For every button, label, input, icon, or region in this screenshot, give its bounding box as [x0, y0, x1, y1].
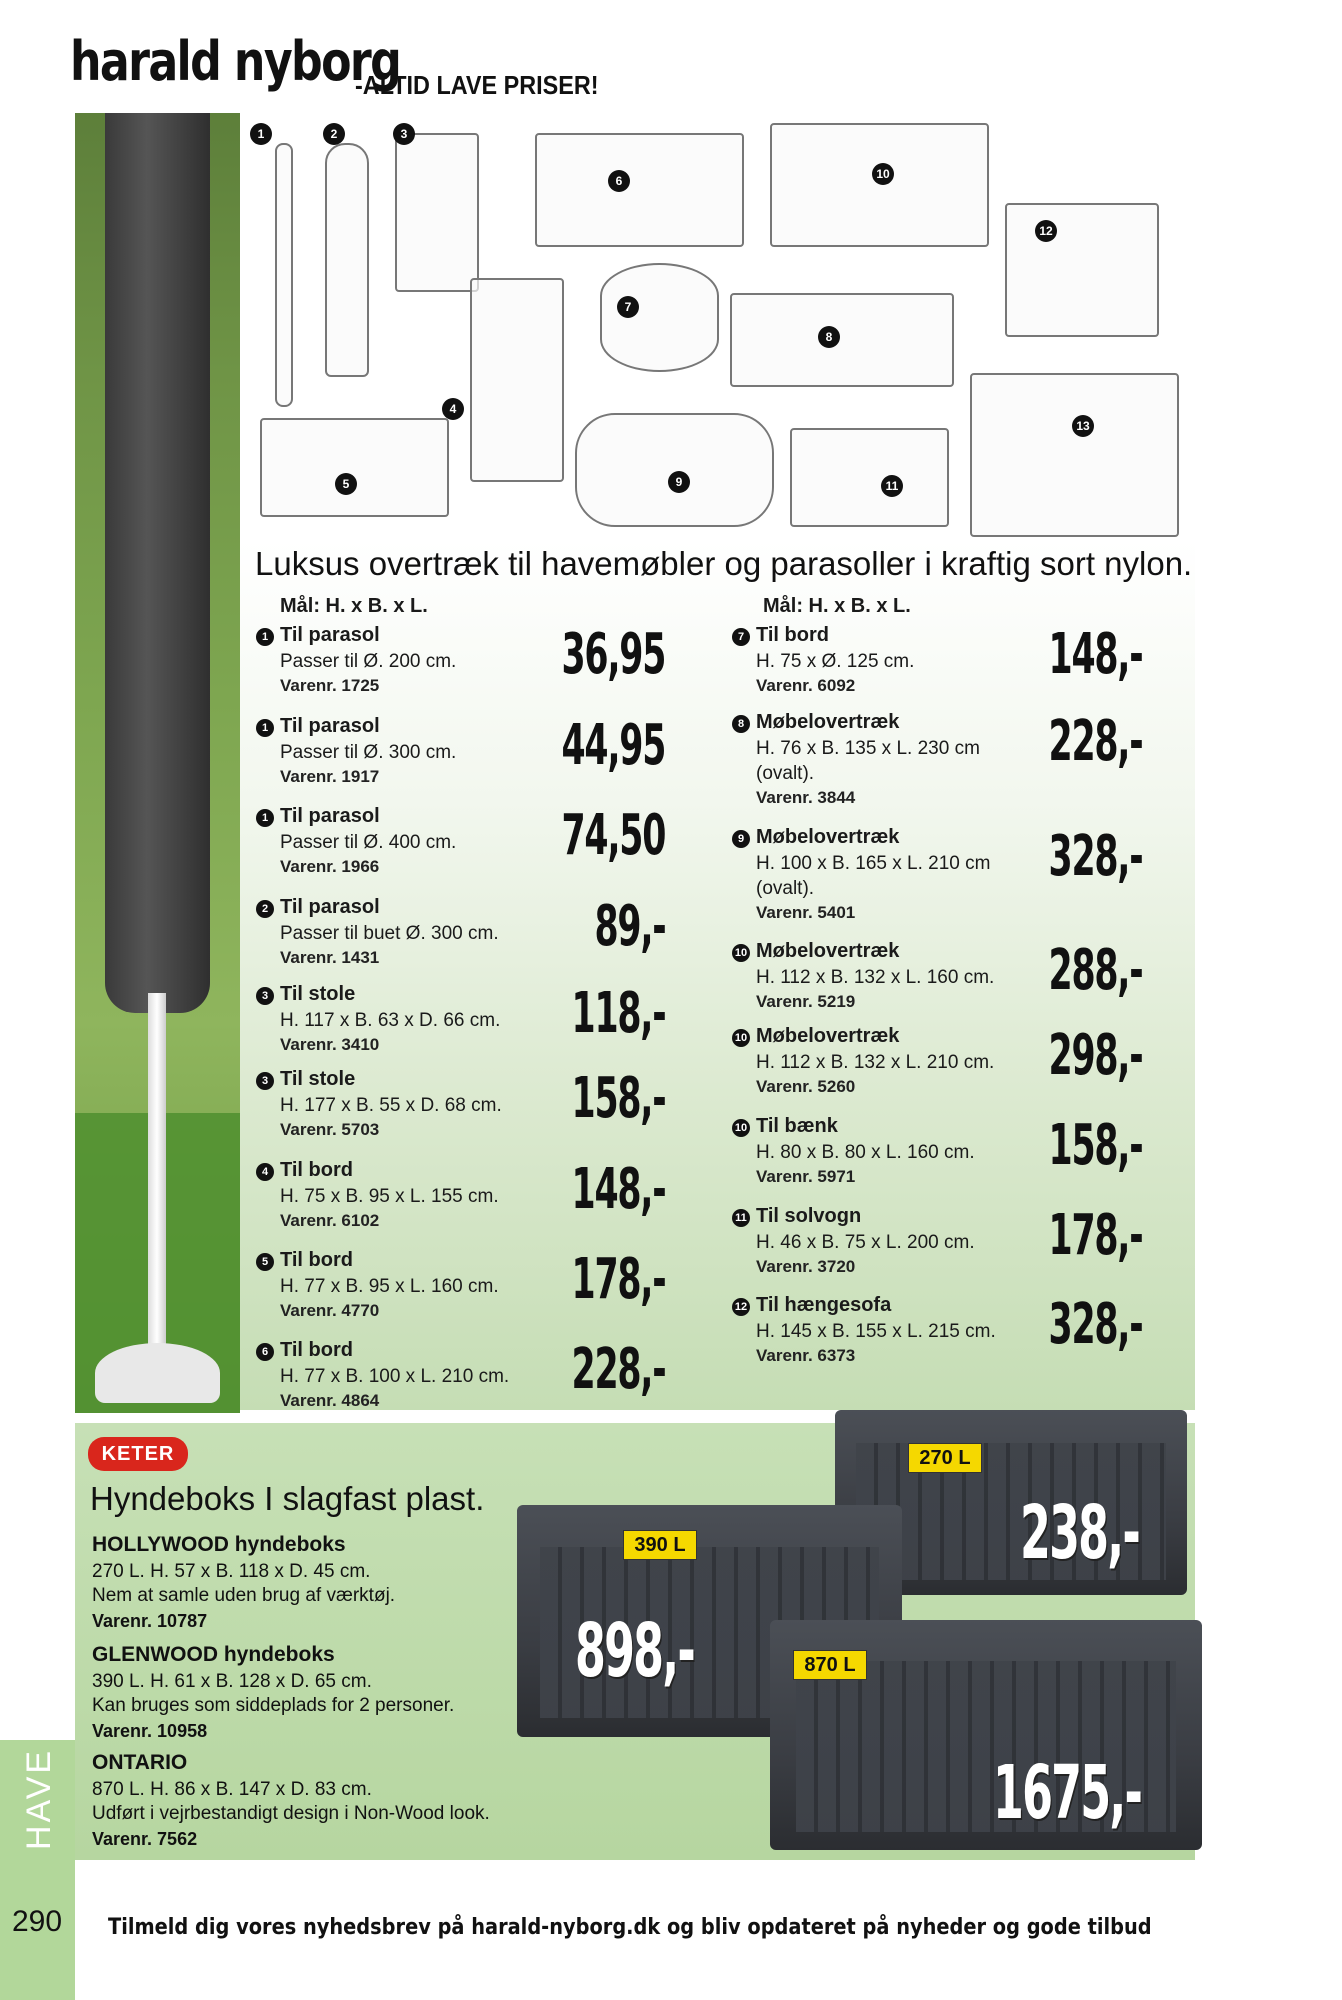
item-varenr: Varenr. 1966 — [280, 857, 380, 876]
product-name: GLENWOOD hyndeboks — [92, 1643, 335, 1666]
item-title: Møbelovertræk — [756, 711, 900, 733]
item-varenr: Varenr. 5703 — [280, 1120, 380, 1139]
item-varenr: Varenr. 1431 — [280, 948, 380, 967]
item-dimensions: Passer til buet Ø. 300 cm. — [280, 923, 499, 944]
item-title: Møbelovertræk — [756, 1025, 900, 1047]
item-dimensions: H. 76 x B. 135 x L. 230 cm — [756, 738, 980, 759]
item-varenr: Varenr. 5401 — [756, 903, 856, 922]
product-name: ONTARIO — [92, 1751, 188, 1774]
item-dimensions: H. 77 x B. 95 x L. 160 cm. — [280, 1276, 499, 1297]
sketch-number: 6 — [608, 170, 630, 192]
product-name: HOLLYWOOD hyndeboks — [92, 1533, 346, 1556]
page-number: 290 — [12, 1905, 63, 1938]
item-varenr: Varenr. 6102 — [280, 1211, 380, 1230]
sketch-number: 7 — [617, 296, 639, 318]
product-item — [256, 1249, 556, 1329]
item-dimensions: H. 100 x B. 165 x L. 210 cm — [756, 853, 991, 874]
item-price: 158,- — [571, 1066, 665, 1131]
item-dimensions: H. 75 x Ø. 125 cm. — [756, 651, 915, 672]
price-tag: 1675,- — [993, 1750, 1142, 1836]
item-number-badge: 10 — [732, 944, 750, 962]
item-title: Til stole — [280, 983, 356, 1005]
item-title: Til parasol — [280, 624, 380, 646]
item-varenr: Varenr. 6092 — [756, 676, 856, 695]
sketch-number: 5 — [335, 473, 357, 495]
sketch-number: 2 — [323, 123, 345, 145]
brand-logo: harald nyborg — [70, 30, 401, 93]
product-item — [256, 715, 556, 795]
product-item — [732, 1025, 1032, 1105]
product-item — [256, 983, 556, 1063]
item-price: 148,- — [1048, 622, 1142, 687]
item-title: Til bord — [756, 624, 829, 646]
keter-headline: Hyndeboks I slagfast plast. — [90, 1480, 485, 1517]
product-spec: 270 L. H. 57 x B. 118 x D. 45 cm. — [92, 1561, 371, 1582]
product-item — [732, 1205, 1032, 1285]
item-number-badge: 1 — [256, 628, 274, 646]
item-varenr: Varenr. 6373 — [756, 1346, 856, 1365]
product-item — [732, 1294, 1032, 1374]
item-varenr: Varenr. 4864 — [280, 1391, 380, 1410]
product-item — [732, 711, 1032, 807]
product-varenr: Varenr. 7562 — [92, 1829, 198, 1849]
item-number-badge: 11 — [732, 1209, 750, 1227]
sketch-number: 13 — [1072, 415, 1094, 437]
item-varenr: Varenr. 5219 — [756, 992, 856, 1011]
volume-tag: 270 L — [908, 1443, 982, 1473]
item-price: 178,- — [1048, 1203, 1142, 1268]
item-price: 288,- — [1048, 938, 1142, 1003]
dimension-legend-left: Mål: H. x B. x L. — [280, 595, 428, 617]
item-number-badge: 9 — [732, 830, 750, 848]
parasol-cover-photo — [75, 113, 240, 1413]
item-number-badge: 10 — [732, 1029, 750, 1047]
item-dimensions: H. 112 x B. 132 x L. 160 cm. — [756, 967, 995, 988]
price-tag: 238,- — [1020, 1490, 1139, 1576]
item-price: 74,50 — [561, 803, 665, 868]
item-number-badge: 3 — [256, 987, 274, 1005]
item-dimensions: H. 145 x B. 155 x L. 215 cm. — [756, 1321, 996, 1342]
item-price: 89,- — [594, 894, 665, 959]
item-number-badge: 6 — [256, 1343, 274, 1361]
keter-logo: KETER — [88, 1437, 188, 1471]
sketch-number: 12 — [1035, 220, 1057, 242]
item-price: 158,- — [1048, 1113, 1142, 1178]
sketch-number: 10 — [872, 163, 894, 185]
product-item — [732, 826, 1032, 922]
item-title: Til parasol — [280, 896, 380, 918]
item-title: Til solvogn — [756, 1205, 862, 1227]
product-spec: 390 L. H. 61 x B. 128 x D. 65 cm. — [92, 1671, 372, 1692]
item-dimensions: (ovalt). — [756, 878, 815, 899]
item-price: 228,- — [1048, 709, 1142, 774]
item-varenr: Varenr. 3720 — [756, 1257, 856, 1276]
item-varenr: Varenr. 5971 — [756, 1167, 856, 1186]
item-price: 328,- — [1048, 824, 1142, 889]
sketch-number: 1 — [250, 123, 272, 145]
item-title: Til bord — [280, 1339, 353, 1361]
item-price: 178,- — [571, 1247, 665, 1312]
item-number-badge: 12 — [732, 1298, 750, 1316]
sketch-number: 11 — [881, 475, 903, 497]
volume-tag: 870 L — [793, 1650, 867, 1680]
item-varenr: Varenr. 3844 — [756, 788, 856, 807]
item-dimensions: H. 80 x B. 80 x L. 160 cm. — [756, 1142, 975, 1163]
sketch-number: 9 — [668, 471, 690, 493]
item-dimensions: Passer til Ø. 400 cm. — [280, 832, 457, 853]
newsletter-footer: Tilmeld dig vores nyhedsbrev på harald-nyborg.dk og bliv opdateret på nyheder og gode tilbud — [108, 1915, 1152, 1940]
item-varenr: Varenr. 3410 — [280, 1035, 380, 1054]
item-varenr: Varenr. 4770 — [280, 1301, 380, 1320]
item-title: Møbelovertræk — [756, 826, 900, 848]
volume-tag: 390 L — [623, 1530, 697, 1560]
cover-sketches — [245, 113, 1195, 543]
item-title: Til parasol — [280, 715, 380, 737]
product-varenr: Varenr. 10787 — [92, 1611, 208, 1631]
item-dimensions: H. 77 x B. 100 x L. 210 cm. — [280, 1366, 510, 1387]
item-number-badge: 7 — [732, 628, 750, 646]
item-title: Til stole — [280, 1068, 356, 1090]
item-number-badge: 8 — [732, 715, 750, 733]
item-price: 148,- — [571, 1157, 665, 1222]
product-item — [732, 1115, 1032, 1195]
product-item — [256, 1159, 556, 1239]
item-number-badge: 1 — [256, 719, 274, 737]
item-price: 228,- — [571, 1337, 665, 1402]
item-number-badge: 10 — [732, 1119, 750, 1137]
product-item — [256, 1339, 556, 1419]
item-number-badge: 2 — [256, 900, 274, 918]
sketch-number: 3 — [393, 123, 415, 145]
item-number-badge: 4 — [256, 1163, 274, 1181]
sketch-number: 8 — [818, 326, 840, 348]
section-headline: Luksus overtræk til havemøbler og parasoller i kraftig sort nylon. — [255, 545, 1193, 582]
item-price: 36,95 — [561, 622, 665, 687]
item-varenr: Varenr. 5260 — [756, 1077, 856, 1096]
item-title: Til bænk — [756, 1115, 838, 1137]
item-varenr: Varenr. 1917 — [280, 767, 380, 786]
product-item — [256, 1068, 556, 1148]
product-item — [256, 896, 556, 976]
sketch-number: 4 — [442, 398, 464, 420]
item-price: 328,- — [1048, 1292, 1142, 1357]
item-title: Til bord — [280, 1159, 353, 1181]
item-dimensions: Passer til Ø. 200 cm. — [280, 651, 457, 672]
item-varenr: Varenr. 1725 — [280, 676, 380, 695]
item-dimensions: H. 75 x B. 95 x L. 155 cm. — [280, 1186, 499, 1207]
item-number-badge: 5 — [256, 1253, 274, 1271]
item-dimensions: H. 177 x B. 55 x D. 68 cm. — [280, 1095, 502, 1116]
item-number-badge: 1 — [256, 809, 274, 827]
product-item — [732, 940, 1032, 1020]
product-item — [732, 624, 1032, 704]
item-price: 44,95 — [561, 713, 665, 778]
product-note: Kan bruges som siddeplads for 2 personer. — [92, 1695, 455, 1716]
product-note: Udført i vejrbestandigt design i Non-Wood look. — [92, 1803, 490, 1824]
dimension-legend-right: Mål: H. x B. x L. — [763, 595, 911, 617]
product-note: Nem at samle uden brug af værktøj. — [92, 1585, 396, 1606]
tagline: -ALTID LAVE PRISER! — [355, 70, 599, 100]
product-item — [256, 624, 556, 704]
item-dimensions: H. 117 x B. 63 x D. 66 cm. — [280, 1010, 501, 1031]
item-price: 298,- — [1048, 1023, 1142, 1088]
item-title: Til parasol — [280, 805, 380, 827]
price-tag: 898,- — [575, 1608, 694, 1694]
product-spec: 870 L. H. 86 x B. 147 x D. 83 cm. — [92, 1779, 372, 1800]
item-title: Til bord — [280, 1249, 353, 1271]
item-price: 118,- — [571, 981, 665, 1046]
item-dimensions: (ovalt). — [756, 763, 815, 784]
product-item — [256, 805, 556, 885]
item-number-badge: 3 — [256, 1072, 274, 1090]
section-label: HAVE — [20, 1747, 58, 1850]
item-title: Til hængesofa — [756, 1294, 892, 1316]
product-varenr: Varenr. 10958 — [92, 1721, 208, 1741]
item-dimensions: H. 46 x B. 75 x L. 200 cm. — [756, 1232, 975, 1253]
item-dimensions: Passer til Ø. 300 cm. — [280, 742, 457, 763]
item-title: Møbelovertræk — [756, 940, 900, 962]
item-dimensions: H. 112 x B. 132 x L. 210 cm. — [756, 1052, 995, 1073]
